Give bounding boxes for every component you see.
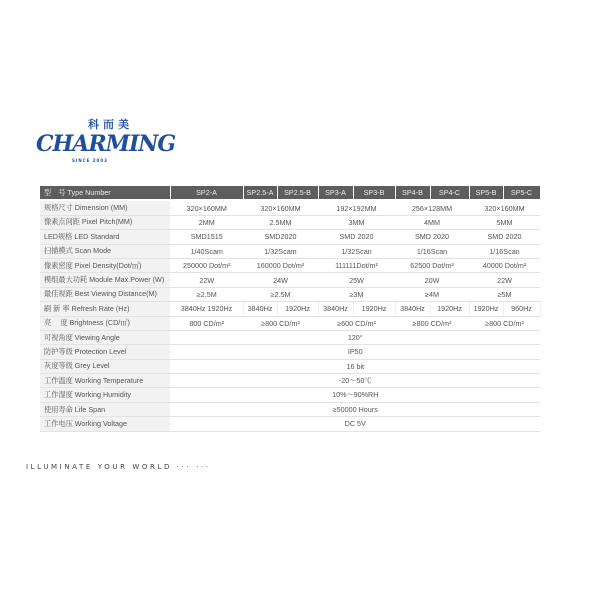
value-cell: ≥800 CD/m² xyxy=(243,316,318,330)
value-cell: 3840Hz xyxy=(395,302,430,316)
model-header-cell: SP2-A xyxy=(170,186,243,200)
charming-logo xyxy=(36,118,176,168)
logo-brand: CHARMING xyxy=(36,131,176,157)
table-row xyxy=(40,345,540,359)
logo-chinese: 科而美 xyxy=(88,118,133,131)
row-label: 亮 度 Brightness (CD/㎡) xyxy=(40,316,170,330)
table-row xyxy=(40,330,540,344)
value-cell: ≥600 CD/m² xyxy=(318,316,395,330)
value-cell: 5MM xyxy=(469,215,540,229)
value-cell: 40000 Dot/m² xyxy=(469,258,540,272)
model-header-cell: SP4-B xyxy=(395,186,430,200)
value-cell: 25W xyxy=(318,273,395,287)
value-cell: 320×160MM xyxy=(469,200,540,215)
row-label: 像素点间距 Pixel Pitch(MM) xyxy=(40,215,170,229)
value-cell: 2.5MM xyxy=(243,215,318,229)
row-label: 工作温度 Working Temperature xyxy=(40,374,170,388)
table-header-row xyxy=(40,186,540,200)
value-cell: ≥800 CD/m² xyxy=(469,316,540,330)
value-cell: 1920Hz xyxy=(469,302,503,316)
value-cell: 1/16Scan xyxy=(469,244,540,258)
value-cell: -20～50℃ xyxy=(170,374,540,388)
table-row xyxy=(40,316,540,330)
row-label: 模组最大功耗 Module Max.Power (W) xyxy=(40,273,170,287)
table-row xyxy=(40,374,540,388)
value-cell: 1/16Scan xyxy=(395,244,469,258)
row-label: 工作电压 Working Voltage xyxy=(40,417,170,431)
row-label: 防护等级 Protection Level xyxy=(40,345,170,359)
row-label: 灰度等级 Grey Level xyxy=(40,359,170,373)
value-cell: 24W xyxy=(243,273,318,287)
spec-table xyxy=(40,186,541,432)
value-cell: 3840Hz 1920Hz xyxy=(170,302,243,316)
row-label: 最佳视距 Best Viewing Distance(M) xyxy=(40,287,170,301)
model-header-cell: SP3-A xyxy=(318,186,353,200)
value-cell: 20W xyxy=(395,273,469,287)
value-cell: 320×160MM xyxy=(243,200,318,215)
value-cell: ≥3M xyxy=(318,287,395,301)
model-header-cell: SP5-C xyxy=(503,186,540,200)
table-row xyxy=(40,302,540,316)
value-cell: SMD 2020 xyxy=(395,230,469,244)
value-cell: SMD 2020 xyxy=(469,230,540,244)
model-header-cell: SP4-C xyxy=(430,186,469,200)
logo-since: SINCE 2003 xyxy=(72,158,108,163)
table-row xyxy=(40,200,540,215)
value-cell: 16 bit xyxy=(170,359,540,373)
table-row xyxy=(40,230,540,244)
row-label: LED规格 LED Standard xyxy=(40,230,170,244)
table-row xyxy=(40,402,540,416)
value-cell: 3840Hz xyxy=(243,302,277,316)
value-cell: 62500 Dot/m² xyxy=(395,258,469,272)
value-cell: 2MM xyxy=(170,215,243,229)
value-cell: 320×160MM xyxy=(170,200,243,215)
row-label: 工作湿度 Working Humidity xyxy=(40,388,170,402)
value-cell: 960Hz xyxy=(503,302,540,316)
value-cell: ≥2.5M xyxy=(243,287,318,301)
tagline: ILLUMINATE YOUR WORLD ··· ··· xyxy=(26,463,211,471)
value-cell: 1920Hz xyxy=(353,302,395,316)
value-cell: SMD2020 xyxy=(243,230,318,244)
value-cell: 22W xyxy=(170,273,243,287)
row-label: 扫描模式 Scan Mode xyxy=(40,244,170,258)
value-cell: 3840Hz xyxy=(318,302,353,316)
table-row xyxy=(40,417,540,431)
value-cell: 800 CD/m² xyxy=(170,316,243,330)
table-row xyxy=(40,244,540,258)
model-header-cell: SP2.5-B xyxy=(277,186,318,200)
value-cell: 22W xyxy=(469,273,540,287)
value-cell: SMD 2020 xyxy=(318,230,395,244)
value-cell: 10%～90%RH xyxy=(170,388,540,402)
value-cell: 160000 Dot/m² xyxy=(243,258,318,272)
value-cell: 1/32Scan xyxy=(318,244,395,258)
value-cell: 3MM xyxy=(318,215,395,229)
value-cell: IP50 xyxy=(170,345,540,359)
value-cell: 256×128MM xyxy=(395,200,469,215)
value-cell: 111111Dot/m² xyxy=(318,258,395,272)
row-label: 可视角度 Viewing Angle xyxy=(40,330,170,344)
value-cell: 250000 Dot/m² xyxy=(170,258,243,272)
value-cell: 1/40Scam xyxy=(170,244,243,258)
value-cell: ≥2.5M xyxy=(170,287,243,301)
value-cell: 1920Hz xyxy=(430,302,469,316)
value-cell: 1/32Scam xyxy=(243,244,318,258)
model-header-cell: SP5-B xyxy=(469,186,503,200)
table-row xyxy=(40,215,540,229)
value-cell: 120° xyxy=(170,330,540,344)
model-header-cell: SP2.5-A xyxy=(243,186,277,200)
value-cell: SMD1515 xyxy=(170,230,243,244)
row-label: 使用寿命 Life Span xyxy=(40,402,170,416)
value-cell: 192×192MM xyxy=(318,200,395,215)
table-row xyxy=(40,359,540,373)
value-cell: ≥4M xyxy=(395,287,469,301)
value-cell: ≥800 CD/m² xyxy=(395,316,469,330)
row-label: 像素密度 Pixel Density(Dot/㎡) xyxy=(40,258,170,272)
value-cell: ≥5M xyxy=(469,287,540,301)
table-row xyxy=(40,388,540,402)
table-row xyxy=(40,287,540,301)
value-cell: DC 5V xyxy=(170,417,540,431)
model-header-cell: SP3-B xyxy=(353,186,395,200)
value-cell: 4MM xyxy=(395,215,469,229)
table-row xyxy=(40,258,540,272)
row-label: 刷 新 率 Refresh Rate (Hz) xyxy=(40,302,170,316)
row-label: 规格尺寸 Dimension (MM) xyxy=(40,200,170,215)
row-label: 型 号 Type Number xyxy=(40,186,170,200)
value-cell: ≥50000 Hours xyxy=(170,402,540,416)
table-row xyxy=(40,273,540,287)
value-cell: 1920Hz xyxy=(277,302,318,316)
